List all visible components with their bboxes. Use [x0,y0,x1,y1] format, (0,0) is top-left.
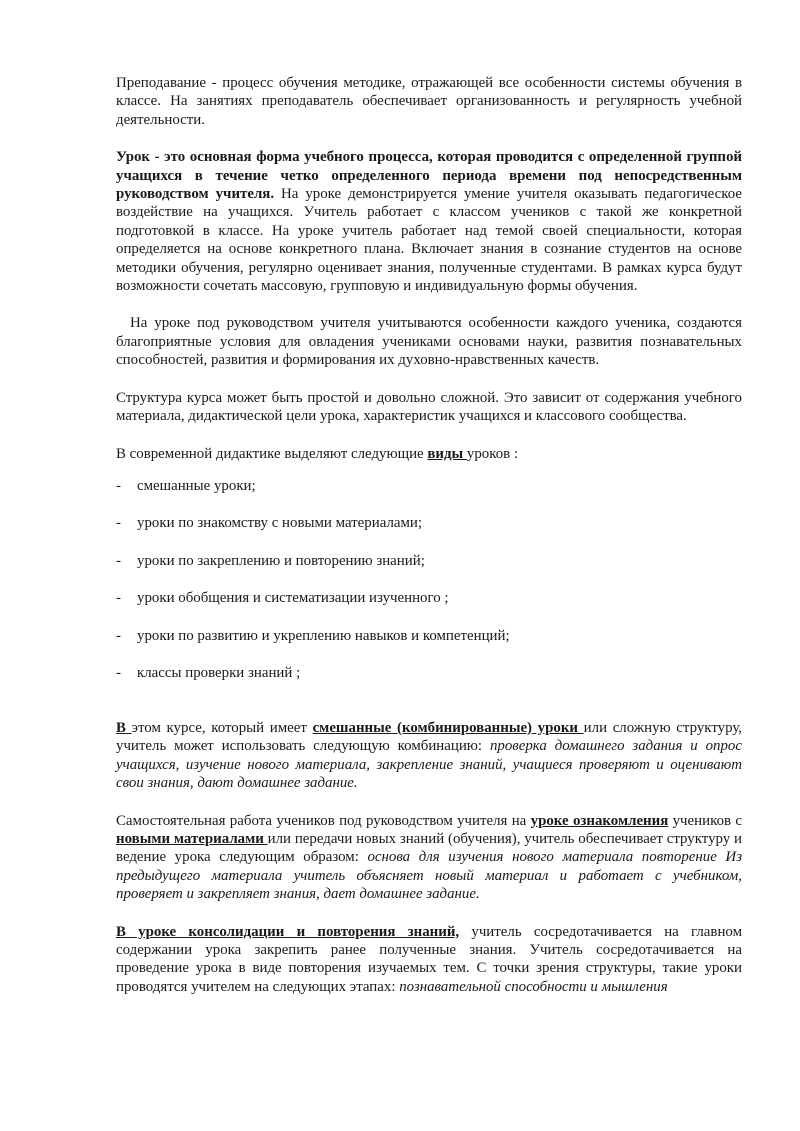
list-item [116,552,742,590]
list-item [116,514,742,552]
list-marker: - [116,627,121,644]
paragraph-new-material-lessons [116,812,742,904]
mixed-lessons-text: этом курсе, который имеет [131,719,313,736]
list-item [116,589,742,627]
mixed-lessons-term: смешанные (комбинированные) уроки [312,719,584,736]
list-item-text: уроки по закреплению и повторению знаний; [137,552,425,569]
list-item-text: классы проверки знаний ; [137,665,301,682]
lesson-definition-bold: Урок - это основная форма учебного процесса, которая проводится с определенной группой учащихся в течение четко определенного периода времени под непосредственным руководством учителя. [116,149,742,203]
list-marker: - [116,665,121,682]
paragraph-lesson-definition [116,148,742,295]
new-material-italic: основа для изучения нового материала повторение Из предыдущего материала учитель объясняет новый материал и работает с учебником, проверяет и закрепляет знания, дает домашнее задание. [116,849,742,903]
new-material-text: Самостоятельная работа учеников под руководством учителя на [116,812,531,829]
list-marker: - [116,552,121,569]
list-marker: - [116,515,121,532]
list-marker: - [116,590,121,607]
new-material-text-3: или передачи новых знаний (обучения), учитель обеспечивает структуру и ведение урока следующим образом: [116,830,742,866]
paragraph-lesson-types-intro [116,445,742,463]
list-item-text: уроки обобщения и систематизации изученного ; [137,590,449,607]
lesson-definition-text: На уроке демонстрируется умение учителя оказывать педагогическое воздействие на учащихся. Учитель работает с классом учеников с такой же конкретной подготовкой в классе. На уроке учитель работает над темой своей специальности, которая определяется на основе конкретного плана. Включает знания в сознание студентов на основе методики обучения, регулярно оценивает знания, полученные студентами. В рамках курса будут возможности сочетать массовую, групповую и индивидуальную формы обучения. [116,186,742,295]
new-material-text-2: учеников с [668,812,742,829]
lesson-types-list [116,477,742,702]
list-item-text: уроки по развитию и укреплению навыков и компетенций; [137,627,510,644]
new-material-term-1: уроке ознакомления [530,812,669,829]
mixed-lessons-italic: проверка домашнего задания и опрос учащихся, изучение нового материала, закрепление знаний, учащиеся проверяют и оценивают свои знания, дают домашнее задание. [116,738,742,792]
lesson-types-intro-text: В современной дидактике выделяют следующие [116,445,428,462]
new-material-term-2: новыми материалами [116,830,268,847]
mixed-lessons-lead: В [116,719,132,736]
paragraph-teacher-guidance: На уроке под руководством учителя учитываются особенности каждого ученика, создаются благоприятные условия для овладения учениками основами науки, развития познавательных способностей, развития и формирования их духовно-нравственных качеств. [116,315,746,369]
list-item [116,664,742,702]
lesson-types-intro-end: уроков : [466,445,519,462]
paragraph-mixed-lessons [116,719,742,793]
list-item-text: смешанные уроки; [137,477,256,494]
paragraph-consolidation-lessons [116,923,742,997]
consolidation-term: В уроке консолидации и повторения знаний, [116,923,460,940]
paragraph-course-structure: Структура курса может быть простой и довольно сложной. Это зависит от содержания учебного материала, дидактической цели урока, характеристик учащихся и классового сообщества. [116,389,742,425]
lesson-types-term: виды [427,445,467,462]
paragraph-teaching: Преподавание - процесс обучения методике, отражающей все особенности системы обучения в классе. На занятиях преподаватель обеспечивает организованность и регулярность учебной деятельности. [116,75,742,128]
consolidation-text: учитель сосредотачивается на главном содержании урока закрепить ранее полученные знания. Учитель сосредотачивается на проведение урока в виде повторения изучаемых тем. С точки зрения структуры, такие уроки проводятся учителем на следующих этапах: [116,923,742,995]
mixed-lessons-text-2: или сложную структуру, учитель может использовать следующую комбинацию: [116,719,743,755]
list-item-text: уроки по знакомству с новыми материалами; [137,515,423,532]
list-item [116,477,742,515]
consolidation-italic: познавательной способности и мышления [399,978,668,995]
list-marker: - [116,477,121,494]
list-item [116,627,742,665]
